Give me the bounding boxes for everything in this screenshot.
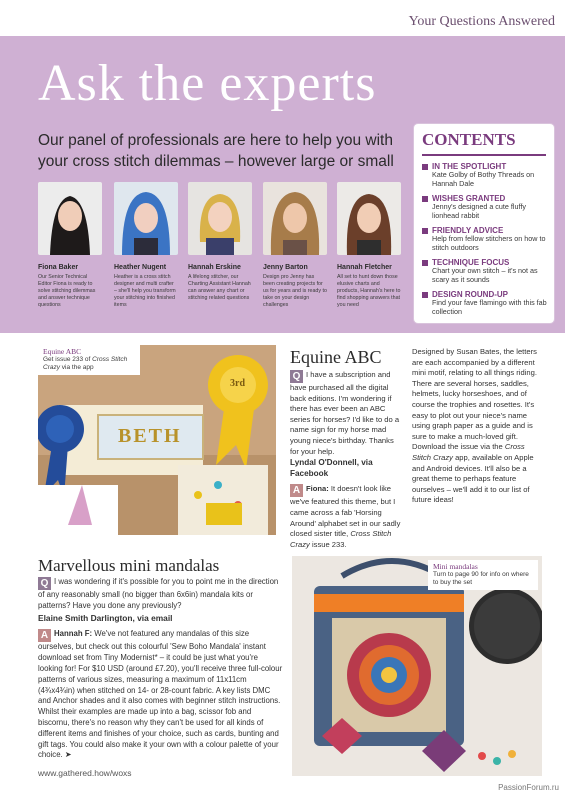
asker-name: Elaine Smith Darlington, via email	[38, 612, 173, 623]
mandala-answer	[38, 629, 284, 761]
square-bullet-icon	[422, 228, 428, 234]
expert-description: Our Senior Technical Editor Fiona is ready to solve stitching dilemmas and answer technique questions	[38, 274, 96, 308]
contents-item[interactable]	[422, 226, 552, 252]
expert-photo	[263, 182, 327, 255]
contents-item-text: Help from fellow stitchers on how to stitch outdoors	[432, 234, 546, 252]
mandala-photo	[292, 556, 542, 776]
contents-item-heading: FRIENDLY ADVICE	[432, 226, 504, 235]
answer-name: Fiona:	[306, 484, 329, 494]
mandala-question	[38, 577, 284, 612]
experts-panel	[38, 182, 408, 328]
answer-italic: Cross Stitch Crazy	[290, 529, 392, 549]
contents-item-text: Jenny's designed a cute fluffy lionhead rabbit	[432, 202, 526, 220]
expert-photo	[114, 182, 178, 255]
contents-item[interactable]	[422, 162, 552, 188]
expert-fiona	[38, 182, 102, 309]
contents-item-text: Chart your own stitch – it's not as scary as it sounds	[432, 266, 538, 284]
answer-text: We've not featured any mandalas of this size ourselves, but check out this colourful 'Sew Boho Mandala' instant download set from Tiny Modernist* – it could be just what you're looking for! For $10 USD (around £7.20), you'll receive three full-colour patterns of various sizes, measuring a maximum of 11x11cm (4¾x4¾in) when stitched on 14- or 28-count fabric. A key lists DMC and Anchor shades and it also comes with beginner stitch instructions. Whilst their examples are made up into a bag, scissor fob and biscornu, there's no reason why they can't be used for all kinds of different items and finishes of your choice, such as cards, bunting and gift tags. You could also make it your own with a colour palette of your choice.	[38, 629, 283, 760]
equine-question	[290, 370, 402, 457]
caption-title: Mini mandalas	[433, 562, 478, 571]
answer-name: Hannah F:	[54, 629, 93, 639]
contents-item[interactable]	[422, 194, 552, 220]
answer-text-2: issue 233.	[311, 539, 347, 549]
contents-item-text: Kate Golby of Bothy Threads on Hannah Dale	[432, 170, 535, 188]
expert-hannah-erskine	[188, 182, 252, 302]
square-bullet-icon	[422, 196, 428, 202]
expert-heather	[114, 182, 178, 309]
caption-italic: Cross Stitch Crazy	[43, 356, 128, 371]
equine-answer	[290, 484, 402, 550]
contents-item[interactable]	[422, 290, 552, 316]
caption-text: Turn to page 90 for info on where to buy the set	[433, 571, 529, 586]
square-bullet-icon	[422, 260, 428, 266]
contents-item[interactable]	[422, 258, 552, 284]
expert-hannah-fletcher	[337, 182, 401, 309]
section-label: Your Questions Answered	[408, 14, 555, 29]
question-text: I was wondering if it's possible for you to point me in the direction of any reasonably small (no bigger than 6x6in) mandala kits or patterns? Have you done any previously?	[38, 577, 279, 610]
equine-column-1	[290, 370, 402, 550]
expert-photo	[188, 182, 252, 255]
expert-description: Design pro Jenny has been creating projects for us for years and is ready to take on your design challenges	[263, 274, 327, 308]
mandala-column	[38, 577, 284, 761]
expert-jenny	[263, 182, 327, 309]
intro-text: Our panel of professionals are here to help you with your cross stitch dilemmas – however large or small	[38, 132, 394, 170]
equine-title: Equine ABC	[290, 347, 382, 367]
expert-photo	[38, 182, 102, 255]
expert-name: Hannah Erskine	[188, 264, 241, 271]
mandala-caption	[428, 560, 538, 590]
expert-name: Fiona Baker	[38, 264, 79, 271]
footer-watermark: PassionForum.ru	[498, 783, 559, 792]
caption-text: Get issue 233 of	[43, 356, 91, 363]
answer-badge: A	[38, 629, 51, 642]
contents-item-text: Find your fave flamingo with this fab collection	[432, 298, 547, 316]
answer-continued-2: app, available on Apple and Android devices. It'll also be a great theme to perhaps feature ourselves – we'll add it to our list of future ideas!	[412, 452, 534, 505]
mandala-title: Marvellous mini mandalas	[38, 556, 220, 575]
square-bullet-icon	[422, 292, 428, 298]
expert-description: Heather is a cross stitch designer and multi crafter – she'll help you transform your stitching into finished items	[114, 274, 176, 308]
equine-caption	[38, 345, 140, 375]
asker-name: Lyndal O'Donnell, via Facebook	[290, 458, 373, 478]
caption-text-2: via the app	[61, 364, 94, 371]
contents-item-heading: TECHNIQUE FOCUS	[432, 258, 510, 267]
page-title: Ask the experts	[38, 55, 377, 112]
expert-name: Heather Nugent	[114, 264, 167, 271]
expert-description: All set to hunt down those elusive charts and products, Hannah's here to find shopping answers that you need	[337, 274, 401, 308]
expert-photo	[337, 182, 401, 255]
answer-text: It doesn't look like we've featured this theme, but I came across a fab 'Horsing Around' alphabet set in our sadly closed sister title,	[290, 484, 401, 539]
equine-column-2	[412, 347, 540, 506]
question-badge: Q	[38, 577, 51, 590]
contents-item-heading: DESIGN ROUND-UP	[432, 290, 509, 299]
contents-item-heading: IN THE SPOTLIGHT	[432, 162, 507, 171]
header-panel	[0, 0, 565, 333]
expert-name: Hannah Fletcher	[337, 264, 392, 271]
expert-name: Jenny Barton	[263, 264, 308, 271]
contents-box	[414, 124, 554, 323]
expert-description: A lifelong stitcher, our Charting Assistant Hannah can answer any chart or stitching related questions	[188, 274, 251, 301]
rosette-label: 3rd	[230, 378, 245, 389]
contents-item-heading: WISHES GRANTED	[432, 194, 506, 203]
question-badge: Q	[290, 370, 303, 383]
caption-title: Equine ABC	[43, 347, 82, 356]
answer-badge: A	[290, 484, 303, 497]
equine-photo	[38, 345, 276, 535]
contents-divider	[422, 154, 546, 156]
answer-continued: Designed by Susan Bates, the letters are each accompanied by a different mini motif, relating to all things riding. There are several horses, saddles, helmets, lucky horseshoes, and of course the trophies and rosettes. It's easy to plot out your niece's name using graph paper as a guide and is sure to make a much-loved gift. Download the issue via the	[412, 347, 537, 452]
contents-title: CONTENTS	[422, 130, 516, 149]
footer-url[interactable]: www.gathered.how/woxs	[38, 768, 132, 778]
square-bullet-icon	[422, 164, 428, 170]
answer-continued-italic: Cross Stitch Crazy	[412, 442, 525, 462]
question-text: I have a subscription and have purchased all the digital back editions. I'm wondering if there has ever been an ABC series for horses? I'd like to do a name sign for my horse mad young niece's birthday. Thanks for your help.	[290, 370, 400, 456]
arrow-right-icon: ➤	[64, 750, 72, 760]
sampler-name: BETH	[118, 425, 182, 447]
